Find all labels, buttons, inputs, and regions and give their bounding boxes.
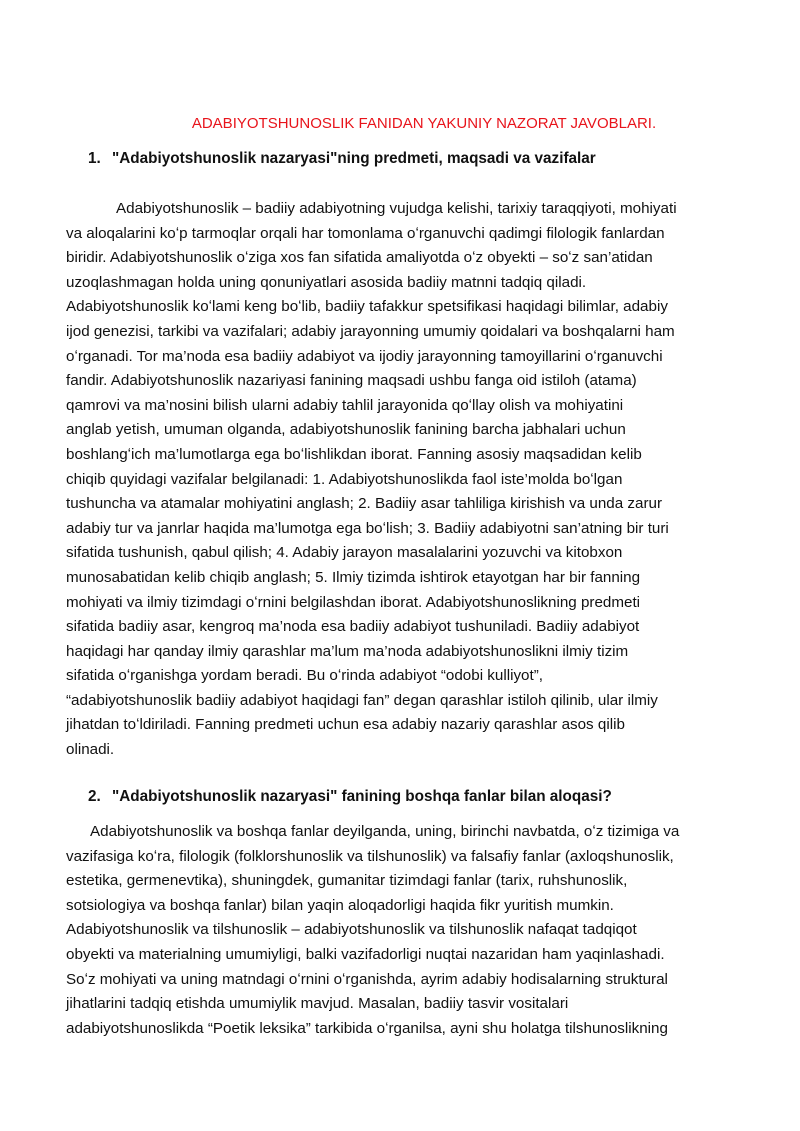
paragraph-line: estetika, germenevtika), shuningdek, gumanitar tizimdagi fanlar (tarix, ruhshunoslik, <box>66 872 628 890</box>
paragraph-line: sifatida oʻrganishga yordam beradi. Bu oʻrinda adabiyot “odobi kulliyot”, <box>66 667 543 685</box>
paragraph-line: anglab yetish, umuman olganda, adabiyotshunoslik fanining barcha jabhalari uchun <box>66 421 626 439</box>
paragraph-line: jihatlarini tadqiq etishda umumiylik mavjud. Masalan, badiiy tasvir vositalari <box>66 995 569 1013</box>
section-1-heading <box>88 148 596 170</box>
paragraph-line: boshlangʻich ma’lumotlarga ega boʻlishlikdan iborat. Fanning asosiy maqsadidan kelib <box>66 445 642 463</box>
paragraph-line: uzoqlashmagan holda uning qonuniyatlari asosida badiiy matnni tadqiq qiladi. <box>66 273 587 291</box>
paragraph-line: vazifasiga koʻra, filologik (folklorshunoslik va tilshunoslik) va falsafiy fanlar (axloqshunoslik, <box>66 847 674 865</box>
paragraph-line: jihatdan toʻldiriladi. Fanning predmeti uchun esa adabiy nazariy qarashlar asos qilib <box>66 716 625 734</box>
paragraph-line: ijod genezisi, tarkibi va vazifalari; adabiy jarayonning umumiy qoidalari va boshqalarni ham <box>66 322 675 340</box>
paragraph-line: Adabiyotshunoslik – badiiy adabiyotning vujudga kelishi, tarixiy taraqqiyoti, mohiyati <box>116 200 677 217</box>
section-1-heading-text: "Adabiyotshunoslik nazaryasi"ning predmeti, maqsadi va vazifalar <box>112 150 596 167</box>
paragraph-line: munosabatidan kelib chiqib anglash; 5. Ilmiy tizimda ishtirok etayotgan har bir fanning <box>66 568 641 586</box>
paragraph-line: chiqib quyidagi vazifalar belgilanadi: 1. Adabiyotshunoslikda faol iste’molda boʻlgan <box>66 470 623 488</box>
section-2-heading-text: "Adabiyotshunoslik nazaryasi" fanining boshqa fanlar bilan aloqasi? <box>112 788 612 805</box>
section-2-heading <box>88 786 612 808</box>
paragraph-line: olinadi. <box>66 741 115 759</box>
paragraph-line: adabiyotshunoslikda “Poetik leksika” tarkibida oʻrganilsa, ayni shu holatga tilshunoslikning <box>66 1019 668 1037</box>
paragraph-line: “adabiyotshunoslik badiiy adabiyot haqidagi fan” degan qarashlar istiloh qilinib, ular ilmiy <box>66 691 658 709</box>
paragraph-line: Adabiyotshunoslik va tilshunoslik – adabiyotshunoslik va tilshunoslik nafaqat tadqiqot <box>66 921 637 939</box>
section-1-number: 1. <box>88 150 101 167</box>
paragraph-line: mohiyati va ilmiy tizimdagi oʻrnini belgilashdan iborat. Adabiyotshunoslikning predmeti <box>66 593 641 611</box>
document-title: ADABIYOTSHUNOSLIK FANIDAN YAKUNIY NAZORAT JAVOBLARI. <box>191 115 657 132</box>
paragraph-line: adabiy tur va janrlar haqida ma’lumotga ega boʻlish; 3. Badiiy adabiyotni san’atning bir turi <box>66 519 669 537</box>
section-2-body <box>66 820 766 1041</box>
paragraph-line: biridir. Adabiyotshunoslik oʻziga xos fan sifatida amaliyotda oʻz obyekti – soʻz san’atidan <box>66 249 653 267</box>
paragraph-line: qamrovi va ma’nosini bilish ularni adabiy tahlil jarayonida qoʻllay olish va mohiyatini <box>66 396 624 414</box>
paragraph-line: sifatida tushunish, qabul qilish; 4. Adabiy jarayon masalalarini yozuvchi va kitobxon <box>66 544 623 562</box>
section-1-body <box>66 197 766 763</box>
section-2-number: 2. <box>88 788 101 805</box>
paragraph-line: sifatida badiiy asar, kengroq ma’noda esa badiiy adabiyot tushuniladi. Badiiy adabiyot <box>66 618 640 636</box>
paragraph-line: va aloqalarini koʻp tarmoqlar orqali har tomonlama oʻrganuvchi qadimgi filologik fanlardan <box>66 224 665 242</box>
paragraph-line: obyekti va materialning umumiyligi, balki vazifadorligi nuqtai nazaridan ham yaqinlashadi. <box>66 945 665 963</box>
paragraph-line: oʻrganadi. Tor ma’noda esa badiiy adabiyot va ijodiy jarayonning tamoyillarini oʻrganuvchi <box>66 347 663 365</box>
paragraph-line: Adabiyotshunoslik va boshqa fanlar deyilganda, uning, birinchi navbatda, oʻz tizimiga va <box>90 823 680 840</box>
paragraph-line: Soʻz mohiyati va uning matndagi oʻrnini oʻrganishda, ayrim adabiy hodisalarning struktural <box>66 970 668 988</box>
paragraph-line: sotsiologiya va boshqa fanlar) bilan yaqin aloqadorligi haqida fikr yuritish mumkin. <box>66 896 614 914</box>
paragraph-line: Adabiyotshunoslik koʻlami keng boʻlib, badiiy tafakkur spetsifikasi haqidagi bilimlar, adabiy <box>66 298 668 316</box>
paragraph-line: fandir. Adabiyotshunoslik nazariyasi fanining maqsadi ushbu fanga oid istiloh (atama) <box>66 372 637 390</box>
paragraph-line: haqidagi har qanday ilmiy qarashlar ma’lum ma’noda adabiyotshunoslikni ilmiy tizim <box>66 642 629 660</box>
paragraph-line: tushuncha va atamalar mohiyatini anglash; 2. Badiiy asar tahliliga kirishish va unda zarur <box>66 495 663 513</box>
